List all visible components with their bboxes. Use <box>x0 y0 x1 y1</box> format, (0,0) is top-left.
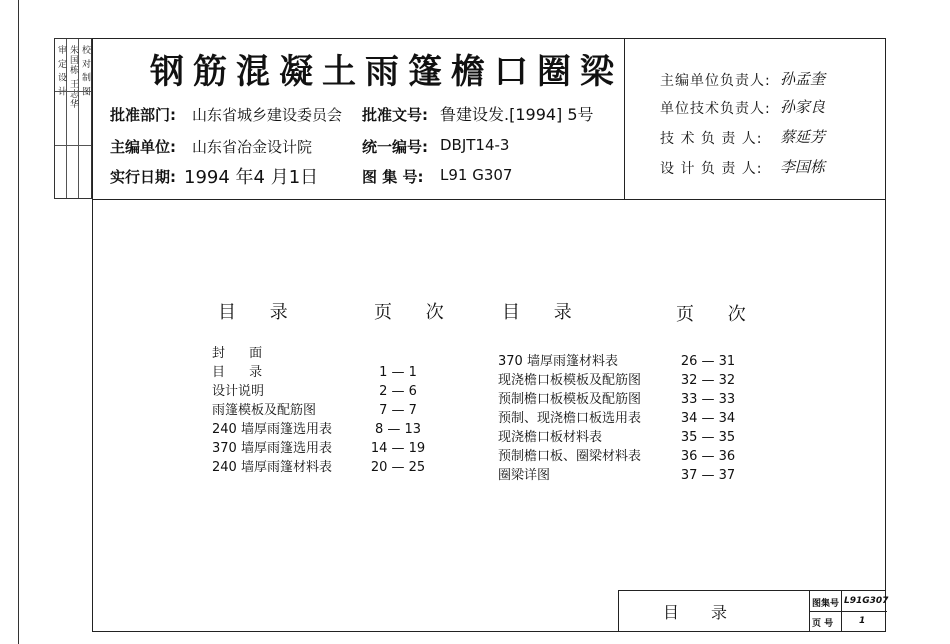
toc-entry-pages: 26 — 31 <box>680 354 736 369</box>
toc-entry-title: 圈梁详图 <box>498 468 551 483</box>
toc-entry-pages: 35 — 35 <box>680 430 736 445</box>
toc-entry-title: 370 墙厚雨篷材料表 <box>498 354 618 369</box>
toc-entry-title: 雨篷模板及配筋图 <box>212 403 317 418</box>
stamp-divider <box>55 145 91 146</box>
responsible-label: 主编单位负责人: <box>660 73 771 89</box>
toc-right-pages <box>672 352 744 485</box>
toc-right-heading: 目 录 <box>502 302 586 323</box>
toc-entry-pages: 37 — 37 <box>680 468 736 483</box>
stamp-divider <box>55 91 91 92</box>
header-vertical-divider <box>624 38 625 199</box>
toc-entry-pages: 2 — 6 <box>379 384 417 399</box>
toc-entry-pages: 1 — 1 <box>379 365 417 380</box>
toc-entry-pages: 20 — 25 <box>370 460 426 475</box>
drawing-frame <box>92 38 889 632</box>
toc-entry-pages: 8 — 13 <box>374 422 422 437</box>
atlas-no-cell-value: L91G307 <box>844 596 889 606</box>
approval-stamp-strip <box>54 38 92 199</box>
responsible-signature: 李国栋 <box>780 158 826 176</box>
toc-entry-pages: 14 — 19 <box>370 441 426 456</box>
responsible-label: 技 术 负 责 人: <box>660 131 763 147</box>
approval-doc-label: 批准文号: <box>362 106 428 124</box>
stamp-column <box>67 39 79 198</box>
title-block <box>618 590 889 632</box>
atlas-no-value: L91 G307 <box>440 166 513 184</box>
responsible-label: 设 计 负 责 人: <box>660 161 763 177</box>
toc-left-heading: 目 录 <box>218 302 302 323</box>
binding-margin-line <box>18 0 19 644</box>
toc-entry-pages: 36 — 36 <box>680 449 736 464</box>
toc-entry-title: 现浇檐口板材料表 <box>498 430 603 445</box>
responsible-signature: 孙家良 <box>780 98 826 116</box>
approval-dept-value: 山东省城乡建设委员会 <box>192 106 343 124</box>
toc-entry-title: 预制檐口板、圈梁材料表 <box>498 449 642 464</box>
effective-date-value: 1994 年4 月1日 <box>184 167 319 188</box>
toc-entry-title: 240 墙厚雨篷材料表 <box>212 460 332 475</box>
responsible-signature: 孙孟奎 <box>780 70 826 88</box>
toc-entry-title: 预制檐口板模板及配筋图 <box>498 392 642 407</box>
toc-entry-title: 预制、现浇檐口板选用表 <box>498 411 642 426</box>
toc-left-pages <box>362 344 434 477</box>
document-title: 钢筋混凝土雨篷檐口圈梁 <box>150 52 623 92</box>
toc-right-page-heading: 页 次 <box>676 304 760 325</box>
toc-right-list <box>498 352 641 485</box>
unified-no-value: DBJT14-3 <box>440 136 510 154</box>
page-no-cell-value: 1 <box>859 616 866 626</box>
toc-entry-pages: 32 — 32 <box>680 373 736 388</box>
stamp-text: 审 定 设 计 <box>56 45 66 97</box>
title-block-row-divider <box>809 611 887 612</box>
toc-entry-title: 240 墙厚雨篷选用表 <box>212 422 332 437</box>
header-divider <box>92 199 886 200</box>
effective-date-label: 实行日期: <box>110 168 176 186</box>
toc-entry-title: 设计说明 <box>212 384 265 399</box>
toc-entry-pages: 7 — 7 <box>379 403 417 418</box>
toc-entry-title: 封 面 <box>212 346 273 361</box>
responsible-label: 单位技术负责人: <box>660 101 771 117</box>
toc-left-list <box>212 344 332 477</box>
toc-entry-pages: 34 — 34 <box>680 411 736 426</box>
page-no-cell-label: 页 号 <box>812 619 834 629</box>
sheet-title: 目 录 <box>663 603 728 622</box>
approval-doc-value: 鲁建设发.[1994] 5号 <box>440 105 594 124</box>
editor-unit-value: 山东省冶金设计院 <box>192 138 313 156</box>
toc-left-page-heading: 页 次 <box>374 302 458 323</box>
toc-entry-title: 370 墙厚雨篷选用表 <box>212 441 332 456</box>
atlas-no-label: 图 集 号: <box>362 168 424 186</box>
toc-entry-title: 目 录 <box>212 365 273 380</box>
approval-dept-label: 批准部门: <box>110 106 176 124</box>
stamp-text: 朱国栋 王志华 <box>68 45 78 109</box>
stamp-column <box>79 39 91 198</box>
toc-entry-pages <box>362 344 434 363</box>
stamp-column <box>55 39 67 198</box>
stamp-text: 校 对 制 图 <box>80 45 90 97</box>
unified-no-label: 统一编号: <box>362 138 428 156</box>
atlas-no-cell-label: 图集号 <box>812 599 840 609</box>
toc-entry-title: 现浇檐口板模板及配筋图 <box>498 373 642 388</box>
toc-entry-pages: 33 — 33 <box>680 392 736 407</box>
responsible-signature: 蔡延芳 <box>780 128 826 146</box>
editor-unit-label: 主编单位: <box>110 138 176 156</box>
